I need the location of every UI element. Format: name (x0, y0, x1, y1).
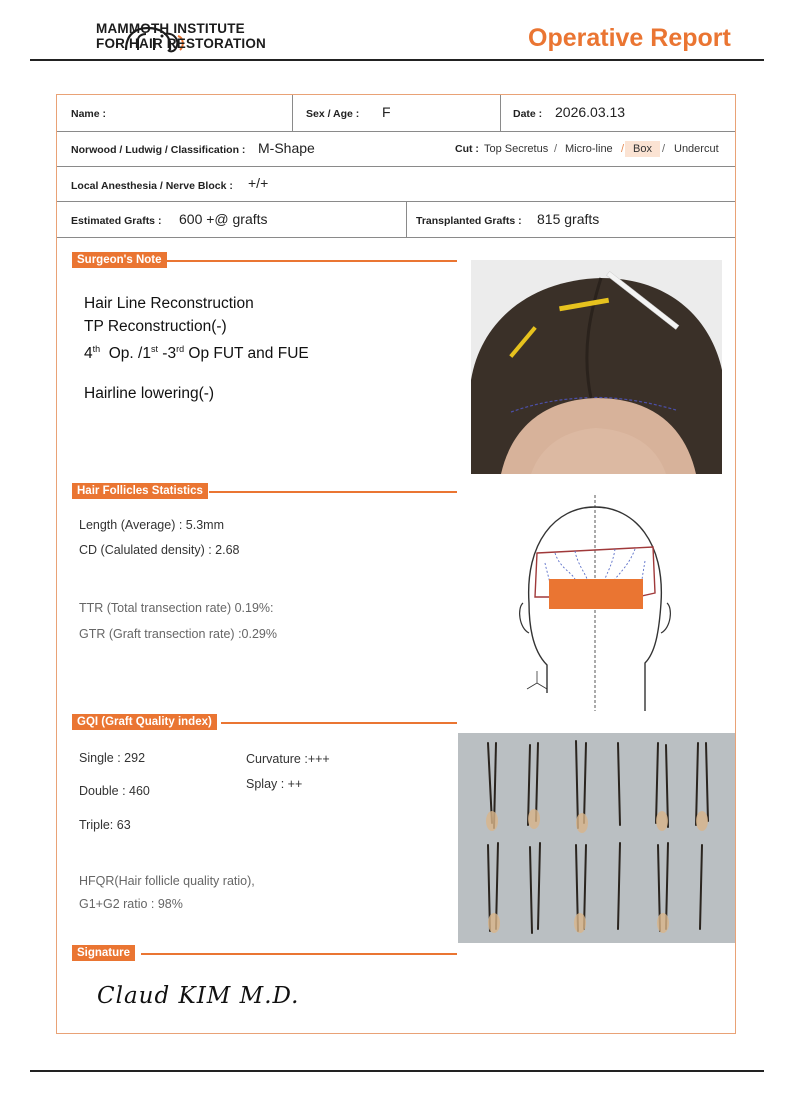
section-rule (167, 260, 457, 262)
splay: Splay : ++ (246, 777, 303, 791)
doctor-signature: Claud KIM M.D. (97, 983, 300, 1009)
estimated-grafts-value: 600 +@ grafts (179, 211, 268, 227)
report-form (56, 94, 736, 1034)
header-divider (30, 59, 764, 61)
date-label: Date : (513, 108, 543, 120)
anesthesia-label: Local Anesthesia / Nerve Block : (71, 180, 233, 192)
signature-header: Signature (72, 945, 135, 961)
separator: / (662, 143, 666, 155)
follicle-stats-header: Hair Follicles Statistics (72, 483, 208, 499)
curvature: Curvature :+++ (246, 752, 330, 766)
column-divider (292, 95, 293, 131)
section-rule (221, 722, 457, 724)
separator: / (554, 143, 558, 155)
double-grafts: Double : 460 (79, 784, 150, 798)
cut-label: Cut : (455, 143, 479, 155)
note-line-4: Hairline lowering(-) (84, 385, 215, 402)
cut-option-micro-line: Micro-line (565, 143, 613, 155)
cut-option-box-selected: Box (625, 141, 660, 157)
date-value: 2026.03.13 (555, 104, 626, 120)
gqi-header: GQI (Graft Quality index) (72, 714, 217, 730)
name-label: Name : (71, 108, 107, 120)
sex-age-value: F (382, 104, 391, 120)
graft-transection-rate: GTR (Graft transection rate) :0.29% (79, 627, 277, 641)
triple-grafts: Triple: 63 (79, 818, 131, 832)
calculated-density: CD (Calulated density) : 2.68 (79, 543, 240, 557)
classification-value: M-Shape (258, 140, 315, 156)
transplanted-grafts-value: 815 grafts (537, 211, 600, 227)
report-title: Operative Report (528, 24, 731, 52)
row-divider (57, 237, 735, 238)
note-line-3: 4th Op. /1st -3rd Op FUT and FUE (84, 344, 309, 363)
cut-option-top-secretus: Top Secretus (484, 143, 549, 155)
total-transection-rate: TTR (Total transection rate) 0.19%: (79, 601, 274, 615)
single-grafts: Single : 292 (79, 751, 146, 765)
footer-divider (30, 1070, 764, 1072)
anesthesia-value: +/+ (248, 175, 269, 191)
estimated-grafts-label: Estimated Grafts : (71, 215, 162, 227)
surgeons-note-header: Surgeon's Note (72, 252, 167, 268)
length-average: Length (Average) : 5.3mm (79, 518, 224, 532)
note-line-1: Hair Line Reconstruction (84, 295, 254, 312)
follicle-photo (458, 733, 735, 943)
row-divider (57, 131, 735, 132)
row-divider (57, 201, 735, 202)
cut-option-undercut: Undercut (674, 143, 719, 155)
note-line-2: TP Reconstruction(-) (84, 318, 227, 335)
column-divider (406, 202, 407, 237)
separator: / (621, 143, 625, 155)
hfqr-label: HFQR(Hair follicle quality ratio), (79, 874, 255, 888)
institute-name: MAMMOTH INSTITUTE FOR HAIR RESTORATION (96, 21, 267, 51)
section-rule (209, 491, 457, 493)
g1-g2-ratio: G1+G2 ratio : 98% (79, 897, 183, 911)
transplanted-grafts-label: Transplanted Grafts : (416, 215, 522, 227)
column-divider (500, 95, 501, 131)
sex-age-label: Sex / Age : (306, 108, 360, 120)
classification-label: Norwood / Ludwig / Classification : (71, 144, 246, 156)
section-rule (141, 953, 457, 955)
head-diagram (515, 493, 715, 713)
row-divider (57, 166, 735, 167)
hairline-photo (471, 260, 722, 474)
